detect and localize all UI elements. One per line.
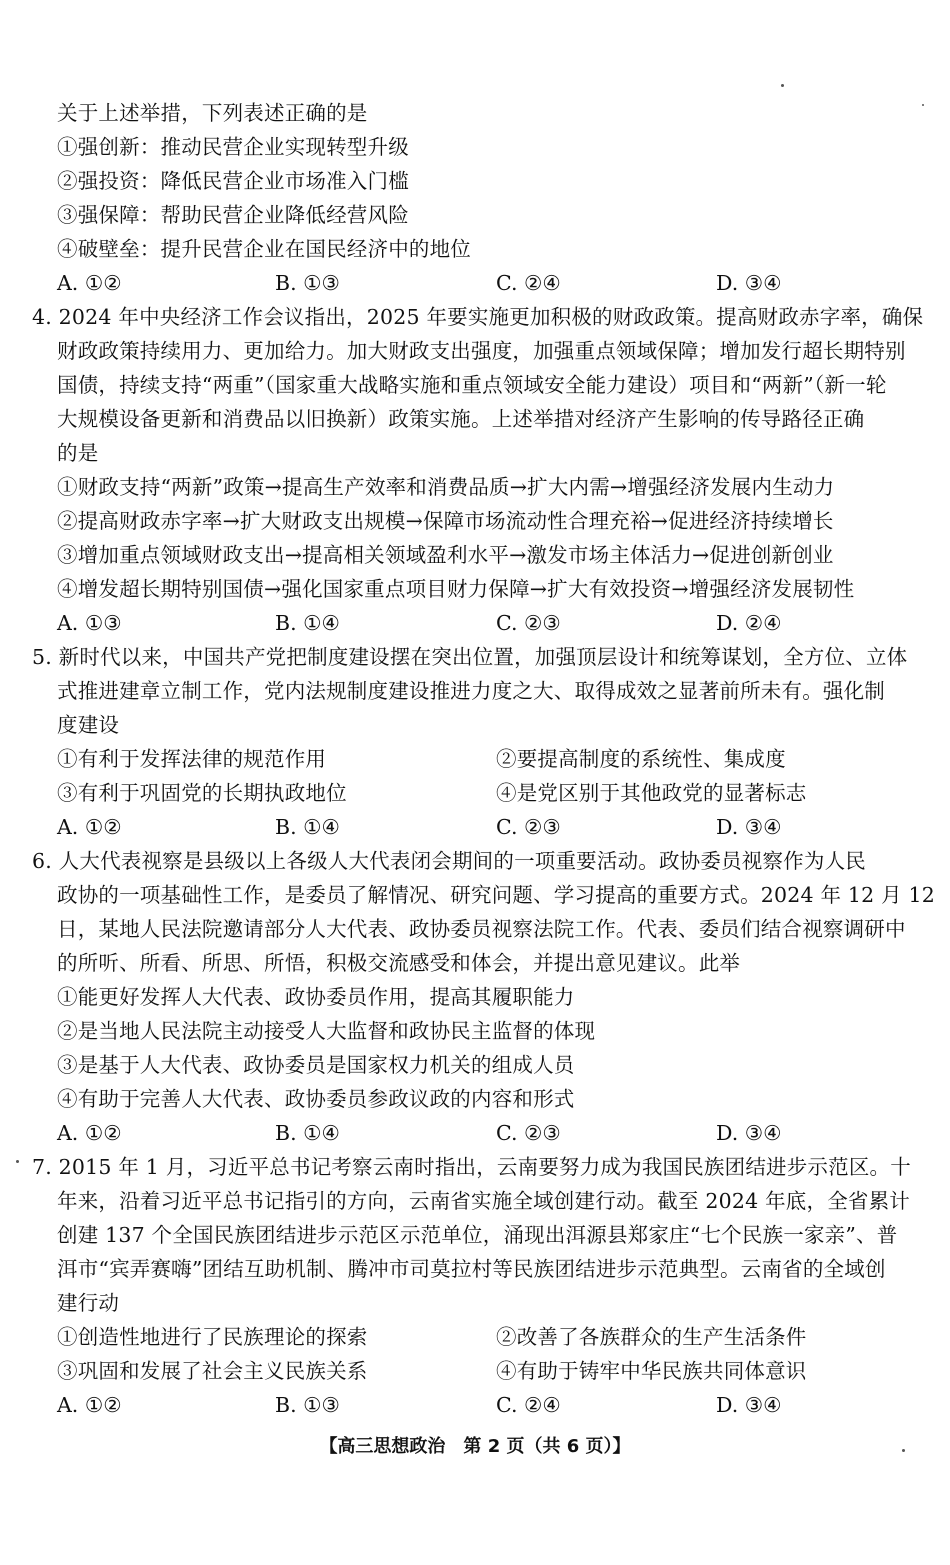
statement-item: ①强创新：推动民营企业实现转型升级 — [57, 135, 409, 159]
option-c[interactable]: C. ②④ — [496, 1393, 561, 1417]
option-b[interactable]: B. ①④ — [275, 611, 340, 635]
option-b[interactable]: B. ①③ — [275, 1393, 340, 1417]
scan-speck — [781, 84, 784, 87]
statement-item: ①创造性地进行了民族理论的探索 — [57, 1325, 368, 1349]
statement-item: ④有助于铸牢中华民族共同体意识 — [496, 1359, 807, 1383]
question-text-line: 财政政策持续用力、更加给力。加大财政支出强度，加强重点领域保障；增加发行超长期特别 — [57, 339, 906, 363]
statement-item: ③巩固和发展了社会主义民族关系 — [57, 1359, 368, 1383]
question-text-line: 7. 2015 年 1 月，习近平总书记考察云南时指出，云南要努力成为我国民族团结进步示范区。十 — [32, 1155, 911, 1179]
question-text-line: 的所听、所看、所思、所悟，积极交流感受和体会，并提出意见建议。此举 — [57, 951, 741, 975]
question-text-line: 创建 137 个全国民族团结进步示范区示范单位，涌现出洱源县郑家庄“七个民族一家亲”、普 — [57, 1223, 898, 1247]
question-text-line: 政协的一项基础性工作，是委员了解情况、研究问题、学习提高的重要方式。2024 年 12 月 12 — [57, 883, 936, 907]
question-text-line: 的是 — [57, 441, 99, 465]
statement-item: ③增加重点领域财政支出→提高相关领域盈利水平→激发市场主体活力→促进创新创业 — [57, 543, 834, 567]
option-c[interactable]: C. ②③ — [496, 611, 561, 635]
question-text-line: 洱市“宾弄赛嗨”团结互助机制、腾冲市司莫拉村等民族团结进步示范典型。云南省的全域创 — [57, 1257, 886, 1281]
option-a[interactable]: A. ①③ — [57, 611, 122, 635]
scan-speck — [902, 1449, 905, 1452]
option-a[interactable]: A. ①② — [57, 1121, 122, 1145]
question-text-line: 大规模设备更新和消费品以旧换新）政策实施。上述举措对经济产生影响的传导路径正确 — [57, 407, 865, 431]
statement-item: ④是党区别于其他政党的显著标志 — [496, 781, 807, 805]
page-footer: 【高三思想政治 第 2 页（共 6 页）】 — [319, 1436, 631, 1457]
question-text-line: 5. 新时代以来，中国共产党把制度建设摆在突出位置，加强顶层设计和统筹谋划，全方位、立体 — [32, 645, 908, 669]
statement-item: ④有助于完善人大代表、政协委员参政议政的内容和形式 — [57, 1087, 575, 1111]
option-b[interactable]: B. ①④ — [275, 1121, 340, 1145]
statement-item: ②改善了各族群众的生产生活条件 — [496, 1325, 807, 1349]
question-text-line: 6. 人大代表视察是县级以上各级人大代表闭会期间的一项重要活动。政协委员视察作为人民 — [32, 849, 866, 873]
question-text-line: 建行动 — [57, 1291, 120, 1315]
statement-item: ③有利于巩固党的长期执政地位 — [57, 781, 347, 805]
question-text-line: 式推进建章立制工作，党内法规制度建设推进力度之大、取得成效之显著前所未有。强化制 — [57, 679, 885, 703]
statement-item: ②提高财政赤字率→扩大财政支出规模→保障市场流动性合理充裕→促进经济持续增长 — [57, 509, 834, 533]
option-a[interactable]: A. ①② — [57, 1393, 122, 1417]
option-d[interactable]: D. ③④ — [716, 271, 782, 295]
statement-item: ②是当地人民法院主动接受人大监督和政协民主监督的体现 — [57, 1019, 596, 1043]
statement-item: ③强保障：帮助民营企业降低经营风险 — [57, 203, 409, 227]
question-text-line: 年来，沿着习近平总书记指引的方向，云南省实施全域创建行动。截至 2024 年底，全省累计 — [57, 1189, 911, 1213]
statement-item: ②强投资：降低民营企业市场准入门槛 — [57, 169, 409, 193]
statement-item: ①财政支持“两新”政策→提高生产效率和消费品质→扩大内需→增强经济发展内生动力 — [57, 475, 835, 499]
statement-item: ②要提高制度的系统性、集成度 — [496, 747, 786, 771]
question-text-line: 日，某地人民法院邀请部分人大代表、政协委员视察法院工作。代表、委员们结合视察调研中 — [57, 917, 906, 941]
statement-item: ③是基于人大代表、政协委员是国家权力机关的组成人员 — [57, 1053, 575, 1077]
option-a[interactable]: A. ①② — [57, 815, 122, 839]
statement-item: ①有利于发挥法律的规范作用 — [57, 747, 327, 771]
option-d[interactable]: D. ③④ — [716, 1121, 782, 1145]
option-c[interactable]: C. ②③ — [496, 1121, 561, 1145]
statement-item: ④破壁垒：提升民营企业在国民经济中的地位 — [57, 237, 471, 261]
question-text-line: 国债，持续支持“两重”（国家重大战略实施和重点领域安全能力建设）项目和“两新”（新一轮 — [57, 373, 887, 397]
option-c[interactable]: C. ②④ — [496, 271, 561, 295]
question-text-line: 度建设 — [57, 713, 120, 737]
option-a[interactable]: A. ①② — [57, 271, 122, 295]
question-text-line: 4. 2024 年中央经济工作会议指出，2025 年要实施更加积极的财政政策。提高财政赤字率，确保 — [32, 305, 924, 329]
question-stem: 关于上述举措，下列表述正确的是 — [57, 101, 368, 125]
option-b[interactable]: B. ①③ — [275, 271, 340, 295]
option-d[interactable]: D. ③④ — [716, 815, 782, 839]
option-d[interactable]: D. ②④ — [716, 611, 782, 635]
scan-speck — [922, 104, 924, 106]
option-b[interactable]: B. ①④ — [275, 815, 340, 839]
option-d[interactable]: D. ③④ — [716, 1393, 782, 1417]
option-c[interactable]: C. ②③ — [496, 815, 561, 839]
statement-item: ①能更好发挥人大代表、政协委员作用，提高其履职能力 — [57, 985, 575, 1009]
scan-speck — [16, 1160, 19, 1163]
statement-item: ④增发超长期特别国债→强化国家重点项目财力保障→扩大有效投资→增强经济发展韧性 — [57, 577, 855, 601]
